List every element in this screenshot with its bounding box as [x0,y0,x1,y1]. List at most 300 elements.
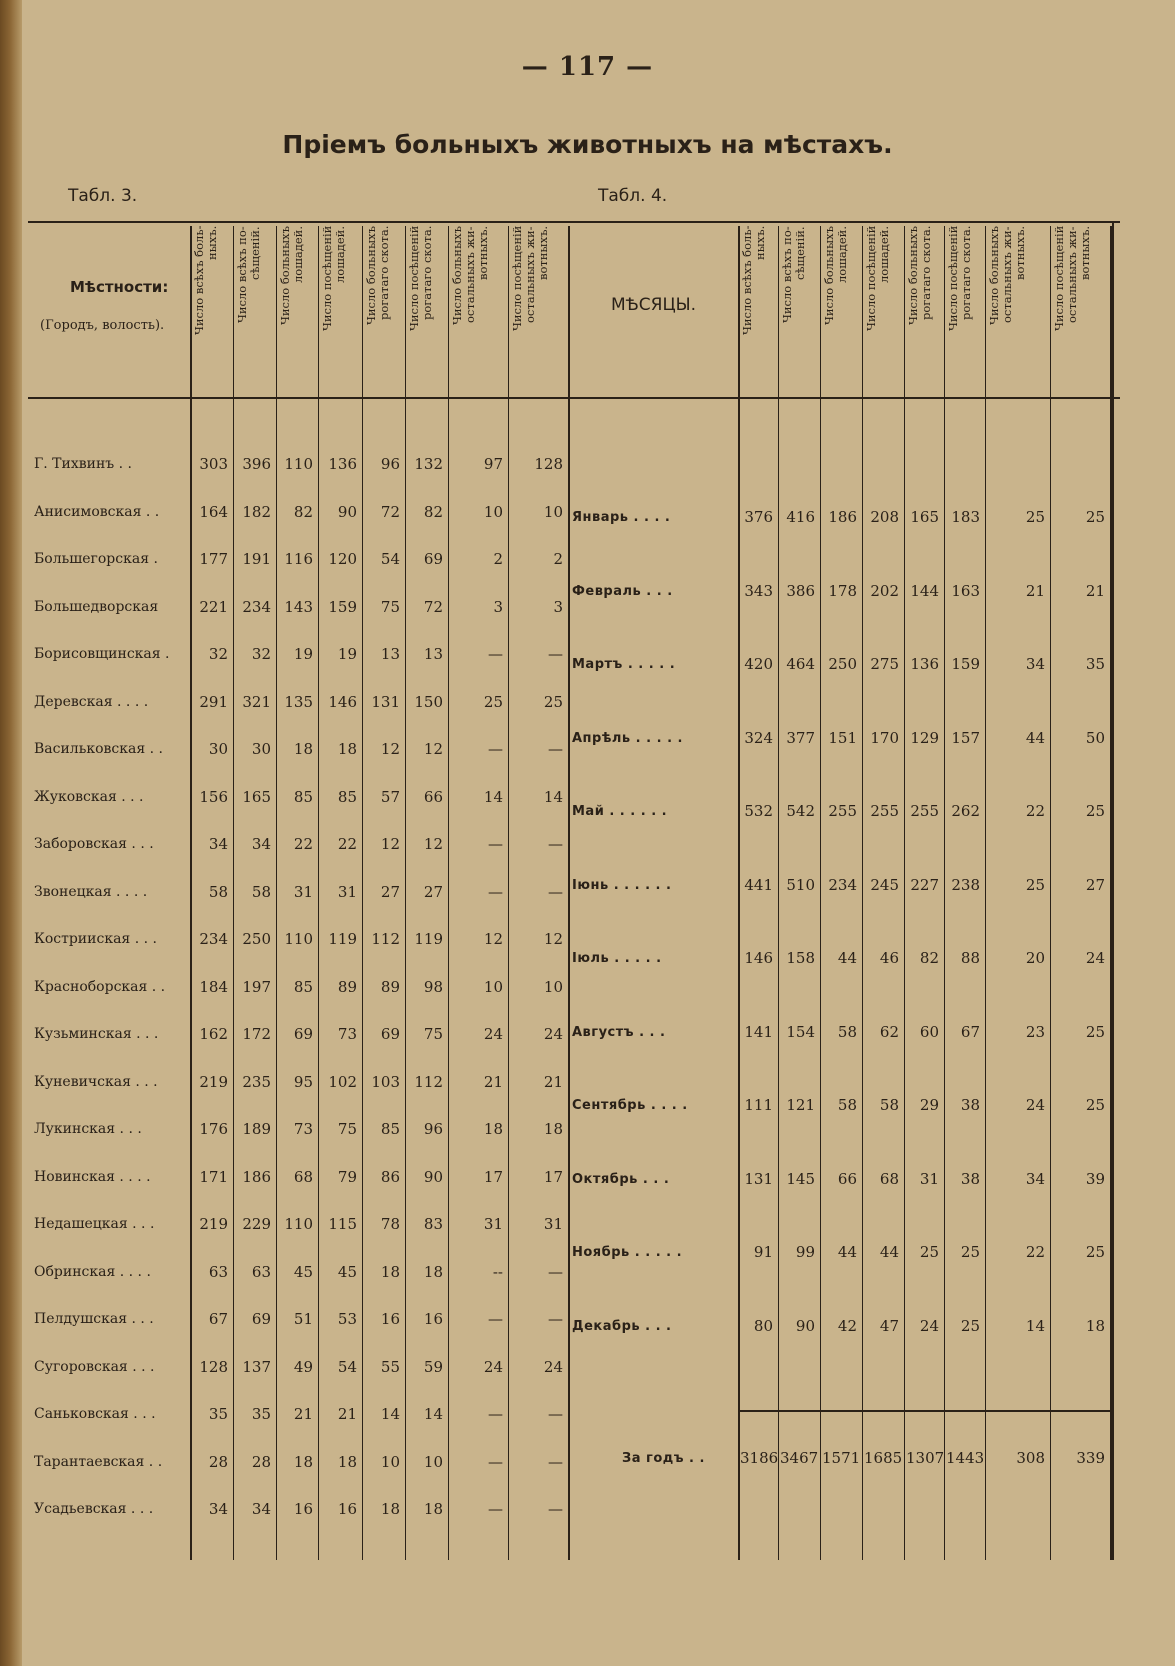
table3-cell: 89 [337,977,357,996]
table3-cell: 49 [293,1357,313,1376]
table4-cell: 68 [879,1169,899,1188]
table3-cell: 110 [284,1215,313,1233]
table4-cell: 144 [910,581,939,600]
table4-cell: 29 [919,1096,939,1114]
table4-cell: 441 [744,875,773,894]
table3-row-label: Кострииская . . . [34,931,157,947]
table4-cell: 250 [828,655,857,673]
table4-cell: 38 [960,1096,980,1114]
table4-cell: 46 [879,949,899,967]
table4-cell: 464 [786,655,815,673]
table3-cell: 24 [543,1025,563,1043]
table4-cell: 227 [910,875,939,894]
table4-cell: 18 [1085,1316,1105,1335]
table4-cell: 3467 [780,1449,819,1467]
table3-cell: — [548,740,563,758]
table3-column-rule [276,226,277,1560]
table3-cell: 75 [337,1120,357,1138]
table4-cell: 22 [1025,1243,1045,1261]
table4-cell: 62 [879,1022,899,1041]
table3-cell: 172 [242,1025,271,1043]
table3-cell: 197 [242,977,271,996]
table4-cell: 25 [1085,1022,1105,1041]
table3-cell: 18 [293,740,313,758]
table3-cell: 30 [208,740,228,758]
table3-cell: 55 [380,1357,400,1376]
table4-cell: 255 [828,802,857,820]
table3-cell: — [548,1310,563,1328]
table3-cell: 303 [199,455,228,473]
table3-row-label: Большедворская [34,598,159,615]
table4-cell: 262 [951,802,980,820]
table3-cell: 10 [543,977,563,996]
table3-cell: 102 [328,1072,357,1091]
table3-cell: 78 [380,1215,400,1233]
table4-cell: 186 [828,508,857,526]
table4-cell: 158 [786,949,815,967]
table3-cell: 10 [423,1452,443,1471]
table-header-rule [28,397,1120,399]
table3-column-header: Число больныхъ рогатаго скота. [364,226,391,325]
table3-cell: 31 [337,882,357,901]
table4-cell: 510 [786,875,815,894]
table4-cell: 21 [1085,581,1105,600]
table4-label: Табл. 4. [598,186,668,206]
table3-cell: 69 [380,1025,400,1043]
table3-cell: 73 [293,1120,313,1138]
table3-cell: 16 [380,1310,400,1328]
table4-cell: 91 [753,1243,773,1261]
table3-cell: — [488,835,503,853]
table3-cell: 34 [208,835,228,853]
table3-cell: 31 [483,1215,503,1233]
table3-cell: 120 [328,550,357,568]
table3-cell: 98 [423,977,443,996]
table3-column-header: Число больныхъ лошадей. [278,226,305,325]
table4-cell: 145 [786,1169,815,1188]
table3-cell: 79 [337,1167,357,1186]
table4-row-label: Январь . . . . [572,510,671,525]
table3-cell: 22 [337,835,357,853]
table3-cell: 137 [242,1357,271,1376]
table3-cell: 128 [199,1357,228,1376]
table3-cell: 21 [483,1072,503,1091]
table3-cell: 18 [483,1120,503,1138]
table3-cell: 95 [293,1072,313,1091]
table4-cell: 14 [1025,1316,1045,1335]
table3-row-label: Тарантаевская . . [34,1453,163,1470]
table3-cell: 96 [423,1120,443,1138]
table4-cell: 25 [1085,802,1105,820]
table3-row-label: Усадьевская . . . [34,1501,154,1517]
table3-cell: — [488,1500,503,1518]
table3-column-header: Число посѣщеній лошадей. [320,226,347,332]
table3-cell: 45 [337,1262,357,1281]
table4-cell: 35 [1085,655,1105,673]
table4-column-header: Число всѣхъ по- сѣщеній. [780,226,807,323]
table3-cell: 97 [483,455,503,473]
table4-cell: 339 [1076,1449,1105,1467]
table3-cell: 68 [293,1167,313,1186]
table4-cell: 420 [744,655,773,673]
table4-cell: 44 [879,1243,899,1261]
table4-column-rule [778,226,779,1560]
table3-column-rule [362,226,363,1560]
table4-column-rule [944,226,945,1560]
table4-cell: 34 [1025,1169,1045,1188]
table3-label: Табл. 3. [68,186,138,206]
table3-cell: 146 [328,692,357,711]
table3-cell: 17 [483,1167,503,1186]
table3-cell: 28 [251,1452,271,1471]
table3-row-label: Звонецкая . . . . [34,883,148,900]
table3-row-label: Красноборская . . [34,978,166,995]
table3-cell: 221 [199,597,228,616]
table4-cell: 245 [870,875,899,894]
table3-cell: 171 [199,1167,228,1186]
table3-cell: — [488,1405,503,1423]
table4-row-label: Апрѣль . . . . . [572,730,683,746]
table3-cell: 35 [251,1405,271,1423]
table3-column-rule [568,226,570,1560]
table4-row-header-title: МѢСЯЦЫ. [611,295,697,315]
table3-cell: 54 [380,550,400,568]
table4-cell: 178 [828,581,857,600]
table4-column-header: Число больныхъ лошадей. [822,226,849,325]
page-number: — 117 — [521,52,654,82]
table3-cell: 27 [423,882,443,901]
table4-cell: 376 [744,508,773,526]
table4-cell: 136 [910,655,939,673]
table3-cell: 85 [293,977,313,996]
table4-cell: 27 [1085,875,1105,894]
table3-cell: 3 [553,597,563,616]
table3-cell: 18 [337,1452,357,1471]
table4-cell: 1571 [822,1449,861,1467]
table3-cell: 32 [208,645,228,663]
table3-row-label: Сугоровская . . . [34,1358,155,1375]
table3-cell: 25 [483,692,503,711]
table3-column-header: Число больныхъ остальныхъ жи- вотныхъ. [450,226,490,325]
table4-cell: 163 [951,581,980,600]
table3-cell: 69 [423,550,443,568]
table3-cell: 25 [543,692,563,711]
book-spine [0,0,22,1666]
table4-cell: 131 [744,1169,773,1188]
table3-cell: 73 [337,1025,357,1043]
table3-cell: — [488,740,503,758]
table3-cell: 136 [328,455,357,473]
table3-cell: 58 [251,882,271,901]
table3-cell: 14 [483,787,503,806]
table4-cell: 47 [879,1316,899,1335]
table3-cell: 45 [293,1262,313,1281]
table3-cell: 219 [199,1215,228,1233]
table3-cell: 34 [251,835,271,853]
table3-cell: 10 [543,502,563,521]
table3-row-label: Новинская . . . . [34,1168,151,1185]
table3-cell: 14 [543,787,563,806]
table3-cell: 90 [423,1167,443,1186]
table3-cell: 3 [493,597,503,616]
table3-cell: 34 [208,1500,228,1518]
table3-cell: 165 [242,787,271,806]
table4-cell: 50 [1085,728,1105,747]
table3-cell: 16 [423,1310,443,1328]
table3-cell: 53 [337,1310,357,1328]
table3-cell: 189 [242,1120,271,1138]
table3-cell: 10 [380,1452,400,1471]
table4-cell: 1307 [906,1449,945,1467]
table4-cell: 157 [951,728,980,747]
table3-cell: 21 [293,1405,313,1423]
table4-cell: 66 [837,1169,857,1188]
table3-cell: 51 [293,1310,313,1328]
table3-row-label: Заборовская . . . [34,836,154,852]
table3-cell: 18 [423,1500,443,1518]
table4-cell: 44 [837,1243,857,1261]
table3-row-label: Куневичская . . . [34,1073,158,1090]
table3-cell: 85 [293,787,313,806]
table3-row-label: Пелдушская . . . [34,1311,154,1327]
table4-cell: 67 [960,1022,980,1041]
table3-column-rule [508,226,509,1560]
table4-cell: 343 [744,581,773,600]
table4-cell: 42 [837,1316,857,1335]
table4-cell: 308 [1016,1449,1045,1467]
table3-cell: 13 [423,645,443,663]
table3-cell: 69 [251,1310,271,1328]
table3-cell: 191 [242,550,271,568]
table4-row-label: Октябрь . . . [572,1171,670,1187]
table3-cell: 186 [242,1167,271,1186]
table3-row-label: Борисовщинская . [34,646,170,662]
table3-cell: 291 [199,692,228,711]
table3-cell: 10 [483,502,503,521]
table4-cell: 255 [870,802,899,820]
table3-row-label: Лукинская . . . [34,1121,142,1137]
table3-cell: 21 [543,1072,563,1091]
table3-cell: 182 [242,502,271,521]
table3-cell: 14 [380,1405,400,1423]
page-right-rule [1112,221,1114,1560]
table4-cell: 377 [786,728,815,747]
table4-column-rule [820,226,821,1560]
table3-cell: 219 [199,1072,228,1091]
table4-cell: 1685 [864,1449,903,1467]
table3-row-label: Деревская . . . . [34,693,149,710]
table3-cell: 90 [337,502,357,521]
table4-cell: 88 [960,949,980,967]
table3-row-label: Анисимовская . . [34,503,160,520]
table3-cell: 12 [380,835,400,853]
table3-cell: 72 [380,502,400,521]
table3-row-header-title: Мѣстности: [70,278,169,296]
table4-cell: 324 [744,728,773,747]
table3-cell: 177 [199,550,228,568]
table4-cell: 234 [828,875,857,894]
table3-cell: 14 [423,1405,443,1423]
table4-cell: 183 [951,508,980,526]
table4-cell: 275 [870,655,899,673]
table4-cell: 386 [786,581,815,600]
table3-cell: 18 [337,740,357,758]
table4-cell: 60 [919,1022,939,1041]
table4-cell: 38 [960,1169,980,1188]
table4-cell: 25 [1025,875,1045,894]
table3-cell: 12 [380,740,400,758]
table3-cell: 24 [543,1357,563,1376]
table3-cell: 2 [553,550,563,568]
table4-row-label: Ноябрь . . . . . [572,1245,683,1260]
table3-cell: 119 [414,930,443,948]
table3-cell: 18 [380,1500,400,1518]
table4-cell: 24 [1085,949,1105,967]
table4-cell: 25 [960,1316,980,1335]
table4-column-header: Число посѣщеній остальныхъ жи- вотныхъ. [1052,226,1092,332]
table3-cell: 27 [380,882,400,901]
table4-total-label: За годъ . . [622,1451,705,1466]
table3-cell: 72 [423,597,443,616]
table3-cell: — [548,1452,563,1471]
table4-cell: 1443 [946,1449,985,1467]
table3-cell: 54 [337,1357,357,1376]
table3-cell: 22 [293,835,313,853]
table4-cell: 159 [951,655,980,673]
table4-cell: 99 [795,1243,815,1261]
table4-cell: 21 [1025,581,1045,600]
table3-cell: 162 [199,1025,228,1043]
table4-total-rule [738,1410,1112,1412]
table4-cell: 532 [744,802,773,820]
table4-row-label: Августъ . . . [572,1024,666,1040]
table3-cell: 89 [380,977,400,996]
table3-cell: 234 [242,597,271,616]
table4-cell: 34 [1025,655,1045,673]
table3-cell: 66 [423,787,443,806]
table3-cell: 164 [199,502,228,521]
table3-cell: 57 [380,787,400,806]
table3-cell: 150 [414,692,443,711]
table3-cell: — [488,882,503,901]
table4-cell: 3186 [740,1449,779,1467]
table3-cell: 85 [337,787,357,806]
table3-cell: 132 [414,455,443,473]
table4-cell: 31 [919,1169,939,1188]
table3-cell: 18 [380,1262,400,1281]
table3-column-header: Число посѣщеній остальныхъ жи- вотныхъ. [510,226,550,332]
page-title: Пріемъ больныхъ животныхъ на мѣстахъ. [282,130,893,159]
table4-cell: 151 [828,728,857,747]
table3-row-label: Большегорская . [34,551,158,567]
table3-cell: 103 [371,1072,400,1091]
table4-cell: 58 [837,1022,857,1041]
table4-cell: 25 [960,1243,980,1261]
table3-cell: — [548,1262,563,1281]
table3-cell: 82 [423,502,443,521]
table4-column-rule [904,226,905,1560]
table3-cell: 16 [293,1500,313,1518]
table3-cell: — [488,1310,503,1328]
table3-cell: 17 [543,1167,563,1186]
table3-row-label: Недашецкая . . . [34,1216,155,1232]
table4-cell: 58 [837,1096,857,1114]
table4-cell: 255 [910,802,939,820]
table3-cell: 58 [208,882,228,901]
table4-column-header: Число больныхъ рогатаго скота. [906,226,933,325]
table4-cell: 90 [795,1316,815,1335]
table3-row-header-sub: (Городъ, волость). [40,318,165,333]
table3-cell: 28 [208,1452,228,1471]
table4-cell: 121 [786,1096,815,1114]
table3-row-label: Обринская . . . . [34,1263,151,1280]
table4-cell: 146 [744,949,773,967]
table3-cell: — [548,882,563,901]
table3-cell: 19 [293,645,313,663]
table4-column-rule [985,226,986,1560]
table3-cell: 59 [423,1357,443,1376]
table3-cell: 96 [380,455,400,473]
table4-cell: 170 [870,728,899,747]
table4-cell: 208 [870,508,899,526]
table3-cell: 396 [242,455,271,473]
table3-cell: 75 [380,597,400,616]
table4-column-header: Число всѣхъ боль- ныхъ. [740,226,767,336]
table4-cell: 44 [837,949,857,967]
table4-cell: 542 [786,802,815,820]
table3-cell: — [548,1405,563,1423]
table3-cell: 12 [423,835,443,853]
table3-cell: 31 [543,1215,563,1233]
table3-cell: 10 [483,977,503,996]
table4-cell: 141 [744,1022,773,1041]
table3-cell: 31 [293,882,313,901]
table3-cell: 112 [414,1072,443,1091]
table3-cell: 235 [242,1072,271,1091]
table3-column-rule [318,226,319,1560]
table4-row-label: Декабрь . . . [572,1318,672,1334]
table3-cell: 85 [380,1120,400,1138]
table3-cell: 18 [293,1452,313,1471]
table3-cell: 131 [371,692,400,711]
table4-row-label: Мартъ . . . . . [572,657,676,672]
table4-row-label: Май . . . . . . [572,804,668,819]
table4-cell: 82 [919,949,939,967]
table3-cell: 24 [483,1357,503,1376]
table4-cell: 24 [1025,1096,1045,1114]
table3-cell: 24 [483,1025,503,1043]
table3-cell: 13 [380,645,400,663]
table3-cell: — [548,645,563,663]
table4-cell: 25 [1085,508,1105,526]
table4-column-rule [862,226,863,1560]
table4-cell: 80 [753,1316,773,1335]
table3-cell: 2 [493,550,503,568]
table3-cell: — [488,645,503,663]
table3-cell: 83 [423,1215,443,1233]
table3-cell: 82 [293,502,313,521]
table3-cell: 16 [337,1500,357,1518]
table3-cell: 35 [208,1405,228,1423]
table3-cell: 30 [251,740,271,758]
table4-cell: 25 [919,1243,939,1261]
table3-cell: 128 [534,455,563,473]
table4-row-label: Февраль . . . [572,583,673,599]
table3-cell: 176 [199,1120,228,1138]
table3-cell: — [488,1452,503,1471]
table3-cell: 234 [199,930,228,948]
table4-cell: 111 [744,1096,773,1114]
